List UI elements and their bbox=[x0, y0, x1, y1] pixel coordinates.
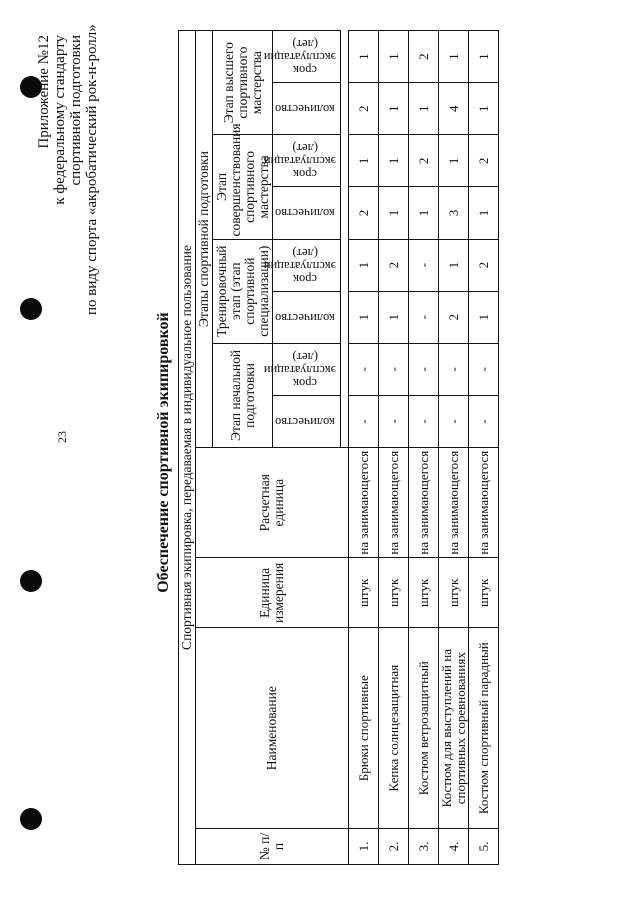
sub-header-qty bbox=[273, 187, 341, 239]
stage-header: Этап высшего спортивного мастерства bbox=[213, 31, 273, 135]
cell-term: 2 bbox=[379, 239, 409, 291]
table-row bbox=[379, 31, 409, 865]
col-name-header: Наименование bbox=[196, 628, 349, 828]
sub-header-term bbox=[263, 135, 341, 187]
col-unit-header: Единица измерения bbox=[196, 558, 349, 628]
row-calc-unit: на занимающегося bbox=[469, 448, 499, 558]
row-number: 2. bbox=[379, 828, 409, 864]
cell-term: 1 bbox=[469, 31, 499, 83]
row-number: 4. bbox=[439, 828, 469, 864]
cell-quantity: - bbox=[469, 395, 499, 447]
cell-quantity: 4 bbox=[439, 83, 469, 135]
stage-header: Этап начальной подготовки bbox=[213, 343, 273, 447]
cell-quantity: 1 bbox=[469, 83, 499, 135]
sub-term-label: срок эксплуатации (лет) bbox=[263, 349, 336, 390]
cell-quantity: 1 bbox=[379, 83, 409, 135]
cell-quantity: - bbox=[409, 291, 439, 343]
cell-quantity: 1 bbox=[379, 291, 409, 343]
sub-qty-label: количество bbox=[275, 414, 335, 429]
cell-term: 1 bbox=[349, 31, 379, 83]
equipment-table bbox=[178, 30, 499, 865]
col-calc-header: Расчетная единица bbox=[196, 448, 349, 558]
row-name: Костюм ветрозащитный bbox=[409, 628, 439, 828]
appendix-line: спортивной подготовки bbox=[68, 35, 84, 186]
cell-quantity: 2 bbox=[349, 83, 379, 135]
row-name: Костюм для выступлений на спортивных соревнованиях bbox=[439, 628, 469, 828]
cell-term: - bbox=[439, 343, 469, 395]
sub-header-qty bbox=[273, 291, 341, 343]
appendix-line: к федеральному стандарту bbox=[52, 35, 68, 205]
row-unit: штук bbox=[379, 558, 409, 628]
row-calc-unit: на занимающегося bbox=[409, 448, 439, 558]
cell-quantity: 1 bbox=[469, 291, 499, 343]
cell-quantity: - bbox=[409, 395, 439, 447]
cell-term: - bbox=[409, 239, 439, 291]
header-main: Спортивная экипировка, передаваемая в индивидуальное пользование bbox=[179, 31, 196, 865]
row-calc-unit: на занимающегося bbox=[349, 448, 379, 558]
cell-term: 1 bbox=[349, 239, 379, 291]
table-row bbox=[409, 31, 439, 865]
cell-term: - bbox=[379, 343, 409, 395]
cell-quantity: 1 bbox=[409, 187, 439, 239]
stages-header: Этапы спортивной подготовки bbox=[196, 31, 213, 448]
table-row bbox=[469, 31, 499, 865]
cell-term: 1 bbox=[349, 135, 379, 187]
cell-quantity: 1 bbox=[379, 187, 409, 239]
sub-qty-label: количество bbox=[275, 206, 335, 221]
row-number: 1. bbox=[349, 828, 379, 864]
cell-term: 2 bbox=[469, 239, 499, 291]
col-number-header: № п/п bbox=[196, 828, 349, 864]
table-body bbox=[349, 31, 499, 865]
table-row bbox=[349, 31, 379, 865]
cell-term: 1 bbox=[439, 135, 469, 187]
sub-header-qty bbox=[273, 395, 341, 447]
cell-quantity: - bbox=[379, 395, 409, 447]
sub-header-term bbox=[263, 239, 341, 291]
cell-term: 2 bbox=[469, 135, 499, 187]
stage-header: Этап совершенствования спортивного мастерства bbox=[213, 135, 273, 239]
row-number: 5. bbox=[469, 828, 499, 864]
cell-quantity: 2 bbox=[349, 187, 379, 239]
cell-quantity: 3 bbox=[439, 187, 469, 239]
row-number: 3. bbox=[409, 828, 439, 864]
cell-term: 1 bbox=[379, 31, 409, 83]
cell-quantity: - bbox=[439, 395, 469, 447]
row-name: Костюм спортивный парадный bbox=[469, 628, 499, 828]
cell-quantity: 1 bbox=[349, 291, 379, 343]
cell-term: 2 bbox=[409, 135, 439, 187]
row-unit: штук bbox=[349, 558, 379, 628]
stage-header: Тренировочный этап (этап спортивной специализации) bbox=[213, 239, 273, 343]
cell-quantity: 2 bbox=[439, 291, 469, 343]
row-calc-unit: на занимающегося bbox=[439, 448, 469, 558]
sub-term-label: срок эксплуатации (лет) bbox=[263, 141, 336, 182]
appendix-header bbox=[36, 24, 100, 315]
cell-term: - bbox=[409, 343, 439, 395]
row-calc-unit: на занимающегося bbox=[379, 448, 409, 558]
row-unit: штук bbox=[439, 558, 469, 628]
sub-header-term bbox=[263, 343, 341, 395]
cell-quantity: - bbox=[349, 395, 379, 447]
row-unit: штук bbox=[469, 558, 499, 628]
row-name: Брюки спортивные bbox=[349, 628, 379, 828]
cell-term: 1 bbox=[439, 239, 469, 291]
sub-qty-label: количество bbox=[275, 102, 335, 117]
cell-term: - bbox=[469, 343, 499, 395]
page-number: 23 bbox=[55, 431, 69, 443]
sub-term-label: срок эксплуатации (лет) bbox=[263, 37, 336, 78]
cell-quantity: 1 bbox=[409, 83, 439, 135]
cell-term: - bbox=[349, 343, 379, 395]
sub-header-term bbox=[263, 31, 341, 83]
cell-term: 1 bbox=[379, 135, 409, 187]
page-title: Обеспечение спортивной экипировкой bbox=[155, 312, 172, 593]
appendix-line: по виду спорта «акробатический рок-н-ролл» bbox=[84, 24, 100, 315]
sub-header-qty bbox=[273, 83, 341, 135]
table-row bbox=[439, 31, 469, 865]
row-unit: штук bbox=[409, 558, 439, 628]
appendix-line: Приложение №12 bbox=[36, 35, 52, 149]
cell-term: 2 bbox=[409, 31, 439, 83]
row-name: Кепка солнцезащитная bbox=[379, 628, 409, 828]
cell-term: 1 bbox=[439, 31, 469, 83]
cell-quantity: 1 bbox=[469, 187, 499, 239]
sub-term-label: срок эксплуатации (лет) bbox=[263, 245, 336, 286]
sub-qty-label: количество bbox=[275, 310, 335, 325]
